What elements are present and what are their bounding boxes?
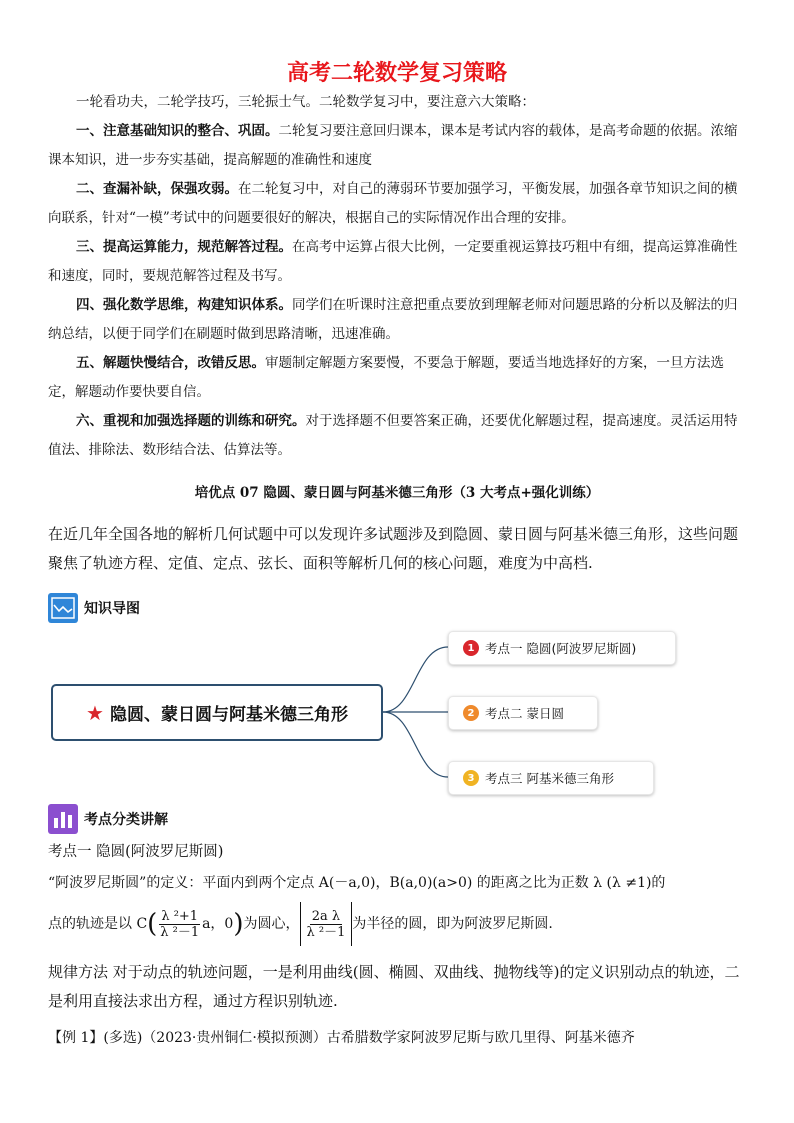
bar-chart-icon	[48, 804, 78, 834]
strategy-text: 同学们在听课时注意把重点要放到理解老师对问题思路的分析以及解法的归纳总结，以便于同学们在刷题时做到思路清晰，迅速准确。	[48, 297, 738, 342]
number-badge-icon: 3	[463, 770, 479, 786]
section-intro: 在近几年全国各地的解析几何试题中可以发现许多试题涉及到隐圆、蒙日圆与阿基米德三角形，这些问题聚焦了轨迹方程、定值、定点、弦长、面积等解析几何的核心问题，难度为中高档.	[48, 525, 739, 572]
section-title: 培优点 07 隐圆、蒙日圆与阿基米德三角形（3 大考点+强化训练）	[194, 485, 600, 501]
mindmap-node-2	[448, 696, 598, 730]
strategy-lead: 四、强化数学思维，构建知识体系。	[76, 297, 292, 313]
strategy-text: 对于选择题不但要答案正确，还要优化解题过程，提高速度。灵活运用特值法、排除法、数形结合法、估算法等。	[48, 413, 738, 458]
mindmap-node-3	[448, 761, 654, 795]
strategy-lead: 三、提高运算能力，规范解答过程。	[76, 239, 292, 255]
mindmap-root	[51, 684, 383, 741]
category-header	[48, 804, 168, 834]
definition-line-2: 点的轨迹是以 C( $\frac{\text{λ ²+1}}{\text{λ ²－1}}$ a，0)为圆心， $\frac{\text{2a λ}}{\text{λ ²－1}}$ 为半径的圆，即为阿波罗尼斯圆.	[48, 902, 748, 946]
mindmap-root-label: 隐圆、蒙日圆与阿基米德三角形	[109, 705, 348, 725]
category-label: 考点分类讲解	[84, 812, 168, 828]
strategy-lead: 一、注意基础知识的整合、巩固。	[76, 123, 279, 139]
strategy-lead: 六、重视和加强选择题的训练和研究。	[76, 413, 306, 429]
number-badge-icon: 2	[463, 705, 479, 721]
strategy-text: 在高考中运算占很大比例，一定要重视运算技巧粗中有细，提高运算准确性和速度，同时，要规范解答过程及书写。	[48, 239, 738, 284]
strategy-lead: 五、解题快慢结合，改错反思。	[76, 355, 265, 371]
strategy-text: 二轮复习要注意回归课本，课本是考试内容的载体，是高考命题的依据。浓缩课本知识，进一步夯实基础，提高解题的准确性和速度	[48, 123, 738, 168]
mindmap-node-label: 考点二 蒙日圆	[485, 706, 564, 721]
definition-text: 点的轨迹是以 C	[48, 916, 148, 932]
intro-paragraph: 一轮看功夫，二轮学技巧，三轮振士气。二轮数学复习中，要注意六大策略：	[76, 94, 535, 110]
page-title: 高考二轮数学复习策略	[286, 61, 507, 86]
strategy-text: 审题制定解题方案要慢，不要急于解题，要适当地选择好的方案，一旦方法选定，解题动作要快要自信。	[48, 355, 724, 400]
definition-line-1: “阿波罗尼斯圆”的定义：平面内到两个定点 A(－a,0)，B(a,0)(a>0) 的距离之比为正数 λ (λ ≠1)的	[48, 875, 666, 891]
definition-text: 为半径的圆，即为阿波罗尼斯圆.	[352, 916, 553, 932]
example-1: 【例 1】(多选)（2023·贵州铜仁·模拟预测）古希腊数学家阿波罗尼斯与欧几里得、阿基米德齐	[48, 1030, 635, 1046]
method-paragraph: 规律方法 对于动点的轨迹问题，一是利用曲线(圆、椭圆、双曲线、抛物线等)的定义识别动点的轨迹，二是利用直接法求出方程，通过方程识别轨迹.	[48, 963, 740, 1010]
mindmap-node-1	[448, 631, 676, 665]
strategy-text: 在二轮复习中，对自己的薄弱环节要加强学习，平衡发展，加强各章节知识之间的横向联系，针对“一模”考试中的问题要很好的解决，根据自己的实际情况作出合理的安排。	[48, 181, 738, 226]
mindmap-node-label: 考点一 隐圆(阿波罗尼斯圆)	[485, 641, 637, 656]
center-coordinates: a，0	[202, 916, 234, 932]
radius-abs: $\frac{\text{2a λ}}{\text{λ ²－1}}$	[300, 902, 353, 946]
topic1-title: 考点一 隐圆(阿波罗尼斯圆)	[48, 844, 224, 860]
fraction-center: $\frac{\text{λ ²+1}}{\text{λ ²－1}}$	[160, 908, 200, 940]
star-icon: ★	[86, 700, 104, 725]
number-badge-icon: 1	[463, 640, 479, 656]
mindmap-node-label: 考点三 阿基米德三角形	[485, 771, 614, 786]
definition-text: 为圆心，	[243, 916, 300, 932]
knowledge-map-label: 知识导图	[84, 601, 140, 617]
strategy-lead: 二、查漏补缺，保强攻弱。	[76, 181, 238, 197]
